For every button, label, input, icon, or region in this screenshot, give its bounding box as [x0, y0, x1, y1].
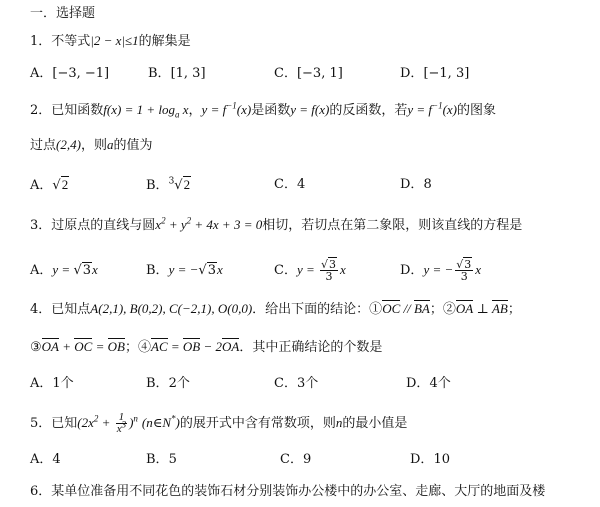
q2-option-b: B．$^3$√2 — [146, 176, 191, 193]
sqrt-icon: √ — [321, 258, 329, 271]
question-4-stem-line1: 4．已知点A(2,1), B(0,2), C(−2,1), O(0,0)．给出下面的结论：①OC // BA；②OA ⊥ AB； — [30, 301, 521, 317]
q4-option-a: A．1个 — [30, 376, 74, 391]
q1-option-b: B．[1, 3] — [148, 66, 206, 81]
question-5-stem: 5．已知($2x^2$ + $\frac{1}{x^3}$ )$^n$ (n∈N*)的展开式中含有常数项，则n的最小值是 — [30, 411, 408, 435]
q5-option-c: C．9 — [280, 452, 312, 467]
q2-option-d: D．8 — [400, 177, 432, 192]
q4-option-d: D．4个 — [406, 376, 451, 391]
q3-option-d: D．y = − $\frac{√3}{3}$ x — [400, 258, 482, 283]
q2-option-c: C．4 — [274, 177, 306, 192]
question-3-stem: 3．过原点的直线与圆$x^2 + y^2 + 4x + 3 = 0$相切，若切点在第二象限，则该直线的方程是 — [30, 215, 523, 233]
q4-option-b: B．2个 — [146, 376, 190, 391]
question-6-stem: 6．某单位准备用不同花色的装饰石材分别装饰办公楼中的办公室、走廊、大厅的地面及楼 — [30, 484, 546, 499]
q5-option-d: D．10 — [410, 452, 450, 467]
q1-option-c: C．[−3, 1] — [274, 66, 343, 81]
sqrt-icon: √ — [73, 263, 82, 278]
q4-option-c: C．3个 — [274, 376, 319, 391]
question-1-stem: 1．不等式|2 − x|≤1的解集是 — [30, 33, 191, 49]
sqrt-icon: √ — [198, 263, 207, 278]
q3-option-a: A．y = √3x — [30, 262, 98, 278]
sqrt-icon: √ — [174, 178, 183, 193]
q1-option-a: A．[−3, −1] — [30, 66, 110, 81]
sqrt-icon: √ — [456, 258, 464, 271]
question-2-stem-line2: 过点(2,4)，则a的值为 — [30, 137, 153, 153]
q5-option-a: A．4 — [30, 452, 61, 467]
question-3-options — [30, 253, 600, 287]
q3-option-c: C．y = $\frac{√3}{3}$ x — [274, 258, 346, 283]
sqrt-icon: √ — [52, 178, 61, 193]
question-2-stem-line1: 2．已知函数$f(x) = 1 + \log_a x$，$y = f^{-1}(x)$是函数y = f(x)的反函数，若$y = f^{-1}(x)$的图象 — [30, 100, 497, 120]
q3-option-b: B．y = −√3x — [146, 262, 223, 278]
q1-option-d: D．[−1, 3] — [400, 66, 470, 81]
section-title: 一．选择题 — [30, 6, 96, 21]
q2-option-a: A．√2 — [30, 177, 69, 193]
q5-option-b: B．5 — [146, 452, 177, 467]
question-4-stem-line2: ③OA + OC = OB；④AC = OB − 2OA．其中正确结论的个数是 — [30, 339, 383, 355]
